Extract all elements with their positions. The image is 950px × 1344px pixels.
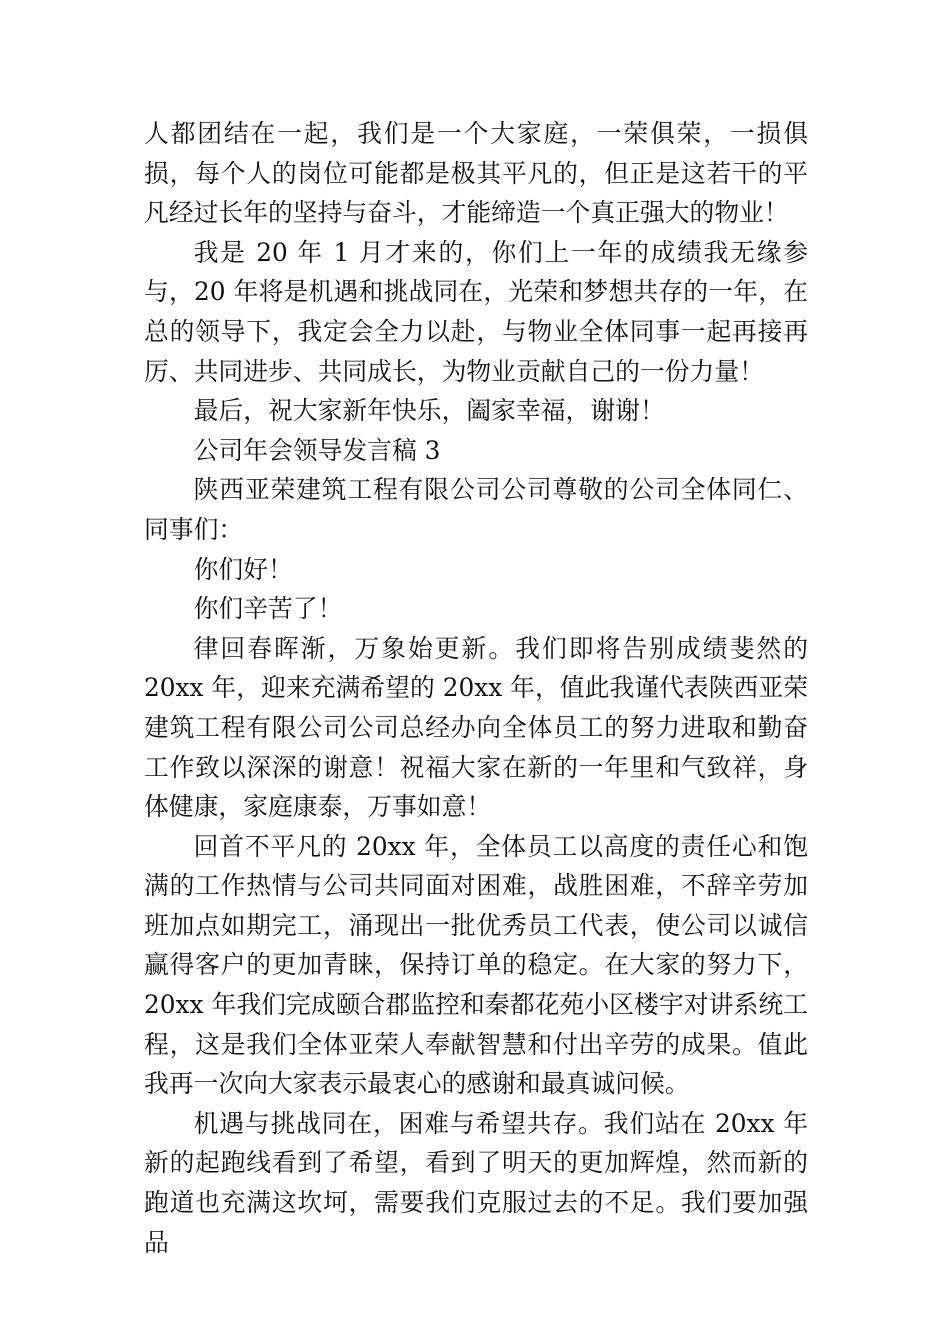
paragraph: 我是 20 年 1 月才来的，你们上一年的成绩我无缘参与，20 年将是机遇和挑战同在，光荣和梦想共存的一年，在总的领导下，我定会全力以赴，与物业全体同事一起再接再厉、共同进步、共同成长，为物业贡献自己的一份力量！: [144, 237, 808, 386]
section-title: 公司年会领导发言稿 3: [193, 435, 441, 465]
paragraph: 机遇与挑战同在，困难与希望共存。我们站在 20xx 年新的起跑线看到了希望，看到了明天的更加辉煌，然而新的跑道也充满这坎坷，需要我们克服过去的不足。我们要加强品: [144, 1108, 808, 1257]
greeting-line: 你们辛苦了！: [193, 594, 343, 624]
document-body: [144, 114, 808, 1262]
greeting-line: 你们好！: [193, 554, 293, 584]
paragraph-closing: 最后，祝大家新年快乐，阖家幸福，谢谢！: [193, 396, 665, 426]
paragraph-continued: 人都团结在一起，我们是一个大家庭，一荣俱荣，一损俱损，每个人的岗位可能都是极其平凡的，但正是这若干的平凡经过长年的坚持与奋斗，才能缔造一个真正强大的物业！: [144, 119, 808, 228]
paragraph: 回首不平凡的 20xx 年，全体员工以高度的责任心和饱满的工作热情与公司共同面对困难，战胜困难，不辞辛劳加班加点如期完工，涌现出一批优秀员工代表，使公司以诚信赢得客户的更加青睐，保持订单的稳定。在大家的努力下，20xx 年我们完成颐合郡监控和秦都花苑小区楼宇对讲系统工程，这是我们全体亚荣人奉献智慧和付出辛劳的成果。值此我再一次向大家表示最衷心的感谢和最真诚问候。: [144, 831, 808, 1099]
paragraph: 律回春晖渐，万象始更新。我们即将告别成绩斐然的 20xx 年，迎来充满希望的 20xx 年，值此我谨代表陕西亚荣建筑工程有限公司公司总经办向全体员工的努力进取和勤奋工作致以深深的谢意！祝福大家在新的一年里和气致祥，身体健康，家庭康泰，万事如意！: [144, 633, 808, 822]
salutation: 陕西亚荣建筑工程有限公司公司尊敬的公司全体同仁、同事们：: [144, 475, 808, 544]
